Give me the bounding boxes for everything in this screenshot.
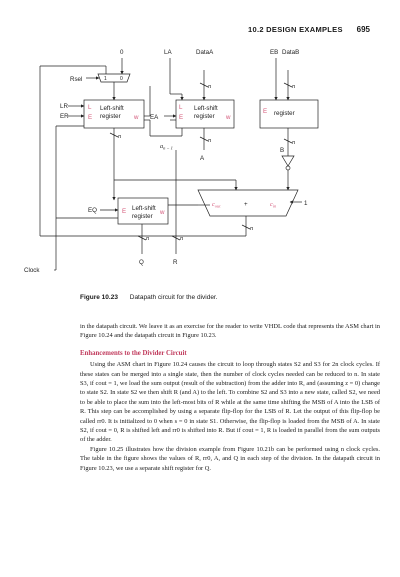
reg-r-load-pin: L	[88, 104, 92, 111]
reg-q-serial-pin: w	[160, 209, 165, 216]
page-header	[0, 25, 400, 39]
paragraph-3: Figure 10.25 illustrates how the division example from Figure 10.21b can be performed using n clock cycles. The table in the figure shows the values of R, rr0, A, and Q in each step of the division. In the datapath circuit in Figure 10.23, we use a separate shift register for Q.	[80, 445, 380, 472]
eb-label: EB	[270, 49, 279, 56]
mux-input-0-label: 0	[120, 76, 123, 82]
paragraph-2: Using the ASM chart in Figure 10.24 causes the circuit to loop through states S2 and S3 for 2n clock cycles. If these states can be merged into a single state, then the number of clock cycles needed can be reduced to n. In state S3, if cout = 1, we load the sum output (result of the subtraction) from the adder into R, and (assuming z = 0) change to state S2. In state S2 we then shift R (and A) to the left. To combine S2 and S3 into a new state, called S2, we need to be able to place the sum into the left-most bits of R while at the same time shifting the MSB of A into the LSB of R. This step can be accomplished by using a separate flip-flop for the LSB of R. Let the output of this flip-flop be called rr0. It is initialized to 0 when s = 0 in state S1. Otherwise, the flip-flop is loaded from the MSB of A. In state S2, if cout = 0, R is shifted left and rr0 is shifted into R. But if cout = 1, R is loaded in parallel from the sum outputs of the adder.	[80, 361, 380, 444]
adder-cin-label: $c_{in}$	[270, 201, 277, 209]
reg-r-serial-pin: w	[134, 114, 139, 121]
la-label: LA	[164, 49, 172, 56]
data-b-label: DataB	[282, 49, 300, 56]
carry-in-one-label: 1	[304, 200, 308, 207]
r-output-label: R	[173, 259, 178, 266]
b-output-label: B	[280, 147, 285, 154]
reg-a-serial-pin: w	[226, 114, 231, 121]
ea-label: EA	[150, 114, 159, 121]
reg-q-enable-pin: E	[122, 208, 127, 215]
b-out-width-label: n	[292, 139, 296, 146]
reg-r-subtitle: register	[100, 113, 121, 120]
a-msb-label: $a_{n - 1}$	[160, 143, 173, 151]
a-width-label: n	[208, 83, 212, 90]
r-width-label: n	[118, 133, 122, 140]
a-out-width-label: n	[208, 137, 212, 144]
reg-b-title: register	[274, 110, 295, 117]
q-output-label: Q	[139, 259, 144, 266]
r-out-width-label: n	[180, 235, 184, 242]
figure-caption-text: Datapath circuit for the divider.	[129, 294, 218, 301]
q-width-label: n	[146, 235, 150, 242]
reg-b-enable-pin: E	[263, 108, 268, 115]
figure-caption	[80, 294, 218, 301]
er-label: ER	[60, 113, 69, 120]
reg-a-subtitle: register	[194, 113, 215, 120]
section-title: 10.2 DESIGN EXAMPLES	[248, 25, 343, 34]
eq-label: EQ	[88, 207, 97, 214]
b-width-label: n	[292, 83, 296, 90]
sum-width-label: n	[250, 225, 254, 232]
mux-input-1-label: 1	[104, 76, 107, 82]
datapath-diagram	[0, 40, 400, 290]
constant-zero-label: 0	[120, 49, 124, 56]
subsection-heading: Enhancements to the Divider Circuit	[80, 349, 187, 357]
paragraph-1: in the datapath circuit. We leave it as an exercise for the reader to write VHDL code that represents the ASM chart in Figure 10.24 and the datapath circuit in Figure 10.23.	[80, 323, 380, 340]
body-text	[80, 322, 380, 473]
clock-label: Clock	[24, 267, 40, 274]
figure-number: Figure 10.23	[80, 294, 118, 301]
reg-a-load-pin: L	[179, 104, 183, 111]
page-number: 695	[356, 25, 370, 34]
a-output-label: A	[200, 155, 205, 162]
reg-r-enable-pin: E	[88, 114, 93, 121]
reg-a-title: Left-shift	[194, 105, 218, 112]
reg-q-title: Left-shift	[132, 205, 156, 212]
data-a-label: DataA	[196, 49, 214, 56]
reg-a-enable-pin: E	[179, 114, 184, 121]
adder-plus-label: +	[244, 201, 248, 208]
adder-cout-label: $c_{out}$	[212, 201, 221, 209]
reg-q-subtitle: register	[132, 213, 153, 220]
lr-label: LR	[60, 103, 68, 110]
rsel-label: Rsel	[70, 76, 83, 83]
reg-r-title: Left-shift	[100, 105, 124, 112]
